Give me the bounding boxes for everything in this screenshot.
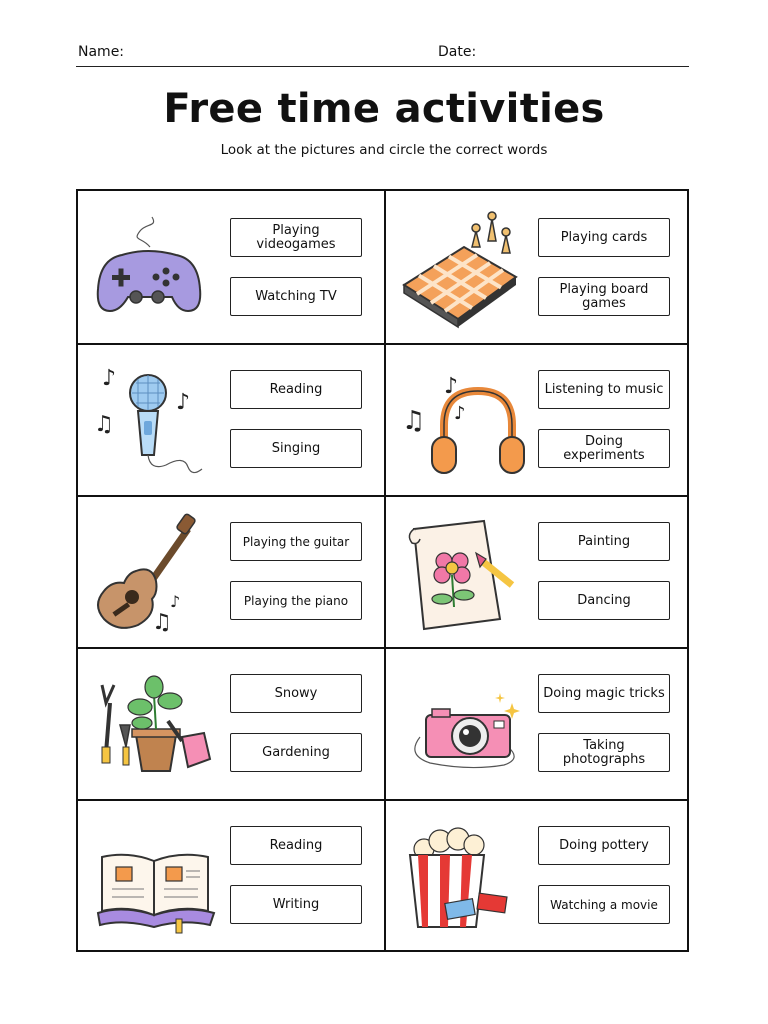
popcorn-icon xyxy=(400,815,530,937)
option-playing-the-guitar[interactable]: Playing the guitar xyxy=(230,522,362,561)
option-taking-photographs[interactable]: Taking photographs xyxy=(538,733,670,772)
option-painting[interactable]: Painting xyxy=(538,522,670,561)
activity-cell xyxy=(386,647,691,799)
option-dancing[interactable]: Dancing xyxy=(538,581,670,620)
option-listening-to-music[interactable]: Listening to music xyxy=(538,370,670,409)
gardening-icon xyxy=(92,663,222,785)
activity-cell xyxy=(386,495,691,647)
camera-icon xyxy=(400,663,530,785)
microphone-icon xyxy=(92,359,222,481)
svg-text:♪: ♪ xyxy=(444,374,459,399)
svg-text:♪: ♪ xyxy=(176,390,191,415)
activity-cell xyxy=(78,191,383,343)
option-doing-experiments[interactable]: Doing experiments xyxy=(538,429,670,468)
activity-cell xyxy=(78,343,383,495)
option-watching-tv[interactable]: Watching TV xyxy=(230,277,362,316)
option-watching-a-movie[interactable]: Watching a movie xyxy=(538,885,670,924)
activity-cell xyxy=(78,799,383,951)
gamepad-icon xyxy=(92,207,222,329)
option-playing-cards[interactable]: Playing cards xyxy=(538,218,670,257)
painting-icon xyxy=(400,511,530,633)
option-reading[interactable]: Reading xyxy=(230,370,362,409)
book-icon xyxy=(92,815,222,937)
activity-cell xyxy=(78,647,383,799)
activity-grid xyxy=(76,189,689,952)
worksheet-title: Free time activities xyxy=(163,86,605,132)
headphones-icon xyxy=(400,359,530,481)
option-doing-pottery[interactable]: Doing pottery xyxy=(538,826,670,865)
svg-text:♫: ♫ xyxy=(94,412,114,437)
name-date-line xyxy=(76,40,689,67)
chessboard-icon xyxy=(400,207,530,329)
svg-text:♪: ♪ xyxy=(170,592,181,611)
option-gardening[interactable]: Gardening xyxy=(230,733,362,772)
date-label: Date: xyxy=(438,44,477,60)
name-label: Name: xyxy=(78,44,125,60)
option-writing[interactable]: Writing xyxy=(230,885,362,924)
activity-cell xyxy=(386,799,691,951)
option-playing-the-piano[interactable]: Playing the piano xyxy=(230,581,362,620)
activity-cell xyxy=(78,495,383,647)
activity-cell xyxy=(386,343,691,495)
option-snowy[interactable]: Snowy xyxy=(230,674,362,713)
option-singing[interactable]: Singing xyxy=(230,429,362,468)
worksheet-instructions: Look at the pictures and circle the correct words xyxy=(220,142,548,158)
svg-text:♪: ♪ xyxy=(454,403,466,424)
activity-cell xyxy=(386,191,691,343)
option-playing-board-games[interactable]: Playing board games xyxy=(538,277,670,316)
option-doing-magic-tricks[interactable]: Doing magic tricks xyxy=(538,674,670,713)
svg-text:♫: ♫ xyxy=(152,610,172,633)
svg-text:♫: ♫ xyxy=(402,406,426,436)
option-playing-videogames[interactable]: Playing videogames xyxy=(230,218,362,257)
option-reading[interactable]: Reading xyxy=(230,826,362,865)
svg-text:♪: ♪ xyxy=(102,366,117,391)
guitar-icon xyxy=(92,511,222,633)
